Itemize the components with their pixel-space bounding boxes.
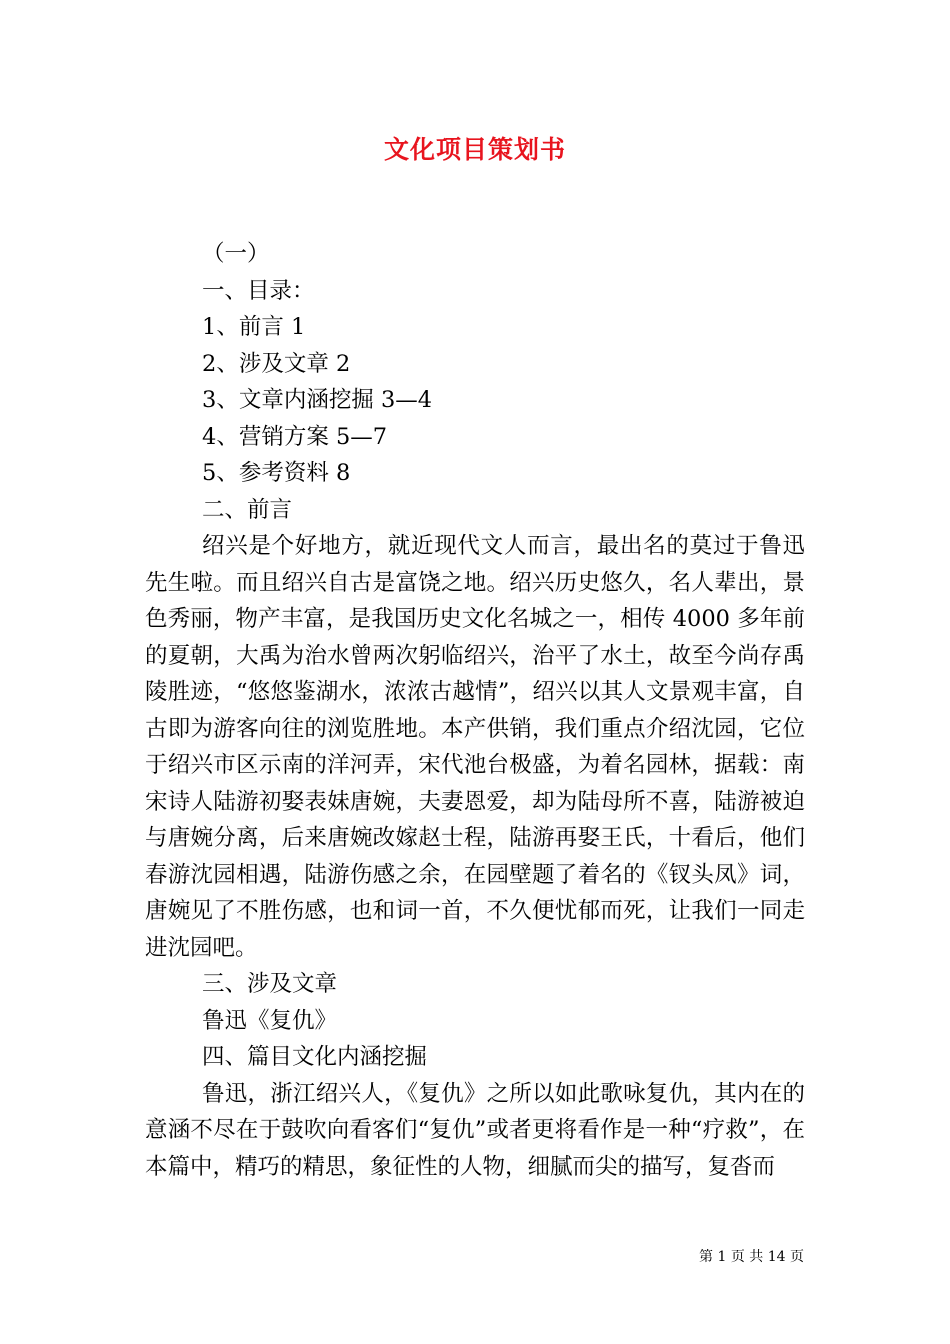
section-marker: （一） [202,241,270,267]
toc-item: 1、前言 1 [202,314,306,340]
preface-paragraph: 绍兴是个好地方，就近现代文人而言，最出名的莫过于鲁迅先生啦。而且绍兴自古是富饶之地。绍兴历史悠久，名人辈出，景色秀丽，物产丰富，是我国历史文化名城之一，相传 4000 多年前的夏朝，大禹为治水曾两次躬临绍兴，治平了水土，故至今尚存禹陵胜迹，“悠悠鉴湖水，浓浓古越情”，绍兴以其人文景观丰富，自古即为游客向往的浏览胜地。本产供销，我们重点介绍沈园，它位于绍兴市区示南的洋河弄，宋代池台极盛，为着名园林，据载：南宋诗人陆游初娶表妹唐婉，夫妻恩爱，却为陆母所不喜，陆游被迫与唐婉分离，后来唐婉改嫁赵士程，陆游再娶王氏，十看后，他们春游沈园相遇，陆游伤感之余，在园壁题了着名的《钗头凤》词，唐婉见了不胜伤感，也和词一首，不久便忧郁而死，让我们一同走进沈园吧。 [145,533,805,961]
document-title: 文化项目策划书 [383,135,566,164]
section-heading-articles: 三、涉及文章 [202,971,338,997]
toc-item: 3、文章内涵挖掘 3—4 [202,387,433,413]
article-item: 鲁迅《复仇》 [202,1007,338,1034]
toc-item: 4、营销方案 5—7 [202,423,388,450]
section-heading-culture: 四、篇目文化内涵挖掘 [202,1044,428,1070]
toc-item: 5、参考资料 8 [202,460,351,486]
page-number-footer: 第 1 页 共 14 页 [699,1249,804,1265]
culture-paragraph: 鲁迅，浙江绍兴人，《复仇》之所以如此歌咏复仇，其内在的意涵不尽在于鼓吹向看客们“复仇”或者更将看作是一种“疗救”，在本篇中，精巧的精思，象征性的人物，细腻而尖的描写，复沓而 [145,1080,805,1180]
toc-heading: 一、目录： [202,277,315,304]
toc-item: 2、涉及文章 2 [202,350,351,377]
section-heading-preface: 二、前言 [202,496,293,523]
document-body [145,236,805,1185]
